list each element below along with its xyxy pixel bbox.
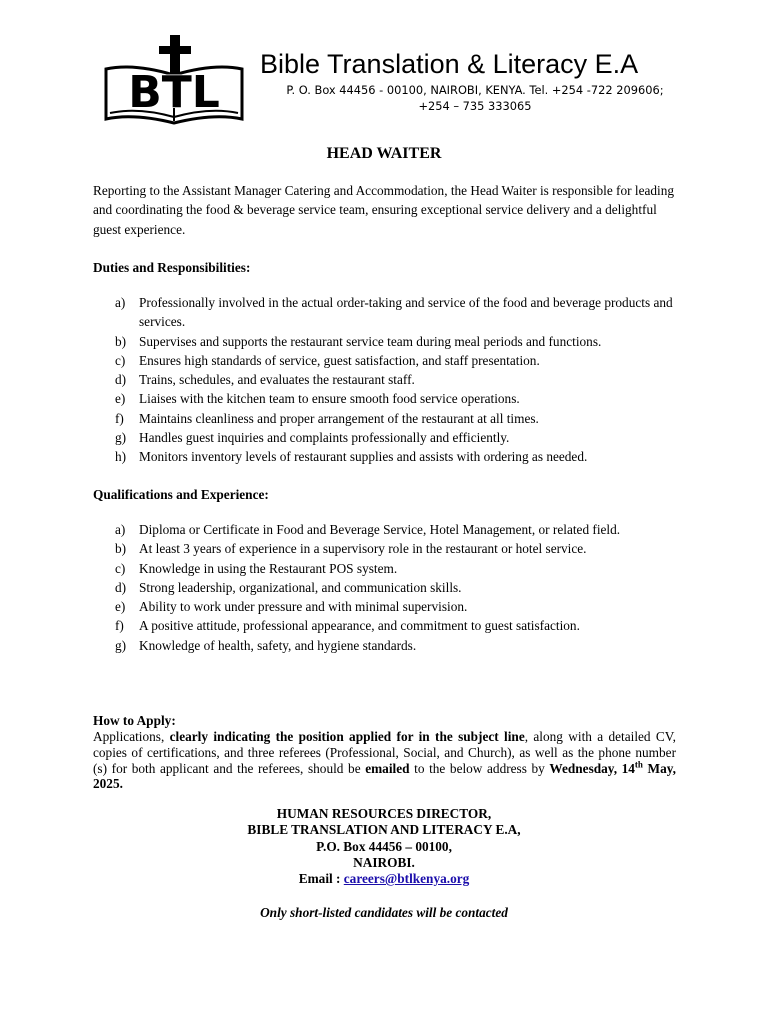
email-line xyxy=(0,871,768,887)
intro-paragraph: Reporting to the Assistant Manager Catering and Accommodation, the Head Waiter is responsible for leading and coordinating the food & beverage service team, ensuring exceptional service delivery and a delightful guest experience. xyxy=(93,183,675,237)
list-marker: d) xyxy=(115,372,127,388)
btl-logo xyxy=(104,33,246,125)
list-item-text: Professionally involved in the actual order-taking and service of the food and beverage products and services. xyxy=(139,295,673,330)
list-marker: f) xyxy=(115,410,124,426)
list-marker: d) xyxy=(115,579,127,595)
list-marker: g) xyxy=(115,637,127,653)
apply-emphasis: emailed xyxy=(365,760,410,776)
address-line-2: +254 – 735 333065 xyxy=(418,99,532,113)
list-marker: a) xyxy=(115,295,126,310)
list-item-text: Maintains cleanliness and proper arrangement of the restaurant at all times. xyxy=(139,410,539,426)
list-marker: g) xyxy=(115,430,127,446)
list-item-text: Supervises and supports the restaurant service team during meal periods and functions. xyxy=(139,333,602,349)
apply-text: , along with a detailed CV, copies of certifications, and three referees (Professional, Social, and Church), as well as the phone number (s) for both applicant and the referees, should be xyxy=(93,729,676,776)
how-to-apply-heading: How to Apply: xyxy=(93,713,176,728)
list-item-text: Monitors inventory levels of restaurant supplies and assists with ordering as needed. xyxy=(139,449,588,465)
list-item xyxy=(93,559,693,578)
contact-line: NAIROBI. xyxy=(353,854,415,870)
job-title: HEAD WAITER xyxy=(326,145,442,162)
duties-heading: Duties and Responsibilities: xyxy=(93,260,251,275)
list-marker: b) xyxy=(115,541,127,557)
deadline: Wednesday, 14th May, 2025. xyxy=(93,759,676,792)
list-item-text: Strong leadership, organizational, and communication skills. xyxy=(139,579,462,595)
list-item xyxy=(93,370,693,389)
contact-line: P.O. Box 44456 – 00100, xyxy=(316,838,452,854)
how-to-apply-paragraph xyxy=(93,729,676,792)
list-marker: c) xyxy=(115,560,126,576)
email-link[interactable]: careers@btlkenya.org xyxy=(343,871,470,887)
address-line-1: P. O. Box 44456 - 00100, NAIROBI, KENYA. Tel. +254 -722 209606; xyxy=(286,83,664,97)
list-item xyxy=(93,578,693,597)
list-item-text: Trains, schedules, and evaluates the restaurant staff. xyxy=(139,372,415,388)
organization-name: Bible Translation & Literacy E.A xyxy=(260,49,639,79)
contact-address-block xyxy=(0,806,768,887)
qualifications-heading: Qualifications and Experience: xyxy=(93,487,269,502)
list-marker: b) xyxy=(115,333,127,349)
list-item-text: A positive attitude, professional appearance, and commitment to guest satisfaction. xyxy=(139,618,580,634)
list-item xyxy=(93,293,693,332)
list-marker: e) xyxy=(115,391,126,407)
list-item xyxy=(93,520,693,539)
list-item-text: Knowledge of health, safety, and hygiene standards. xyxy=(139,637,417,653)
footer-note: Only short-listed candidates will be contacted xyxy=(260,905,508,920)
list-marker: f) xyxy=(115,618,124,634)
apply-emphasis: clearly indicating the position applied for in the subject line xyxy=(169,729,525,744)
list-item xyxy=(93,389,693,408)
list-item xyxy=(93,409,693,428)
apply-text: to the below address by xyxy=(409,760,550,776)
list-marker: a) xyxy=(115,522,126,537)
svg-text:BTL: BTL xyxy=(128,67,220,118)
email-label: Email : xyxy=(298,871,344,887)
list-item-text: Ability to work under pressure and with minimal supervision. xyxy=(139,599,468,615)
list-item-text: Knowledge in using the Restaurant POS system. xyxy=(139,560,398,576)
apply-text: Applications, xyxy=(93,729,170,744)
list-item xyxy=(93,616,693,635)
list-item xyxy=(93,597,693,616)
list-item-text: Ensures high standards of service, guest satisfaction, and staff presentation. xyxy=(139,352,540,368)
list-item xyxy=(93,332,693,351)
list-item xyxy=(93,447,693,466)
contact-line: HUMAN RESOURCES DIRECTOR, xyxy=(276,806,492,821)
list-item-text: Liaises with the kitchen team to ensure smooth food service operations. xyxy=(139,391,520,407)
list-item xyxy=(93,351,693,370)
list-marker: h) xyxy=(115,449,127,465)
list-item xyxy=(93,636,693,655)
list-item-text: Diploma or Certificate in Food and Beverage Service, Hotel Management, or related field. xyxy=(139,522,621,537)
contact-line: BIBLE TRANSLATION AND LITERACY E.A, xyxy=(247,822,521,838)
qualifications-list xyxy=(93,520,693,655)
list-item xyxy=(93,539,693,558)
list-marker: e) xyxy=(115,599,126,615)
list-marker: c) xyxy=(115,352,126,368)
list-item-text: Handles guest inquiries and complaints professionally and efficiently. xyxy=(139,430,510,446)
list-item xyxy=(93,428,693,447)
duties-list xyxy=(93,293,693,467)
list-item-text: At least 3 years of experience in a supervisory role in the restaurant or hotel service. xyxy=(139,541,587,557)
